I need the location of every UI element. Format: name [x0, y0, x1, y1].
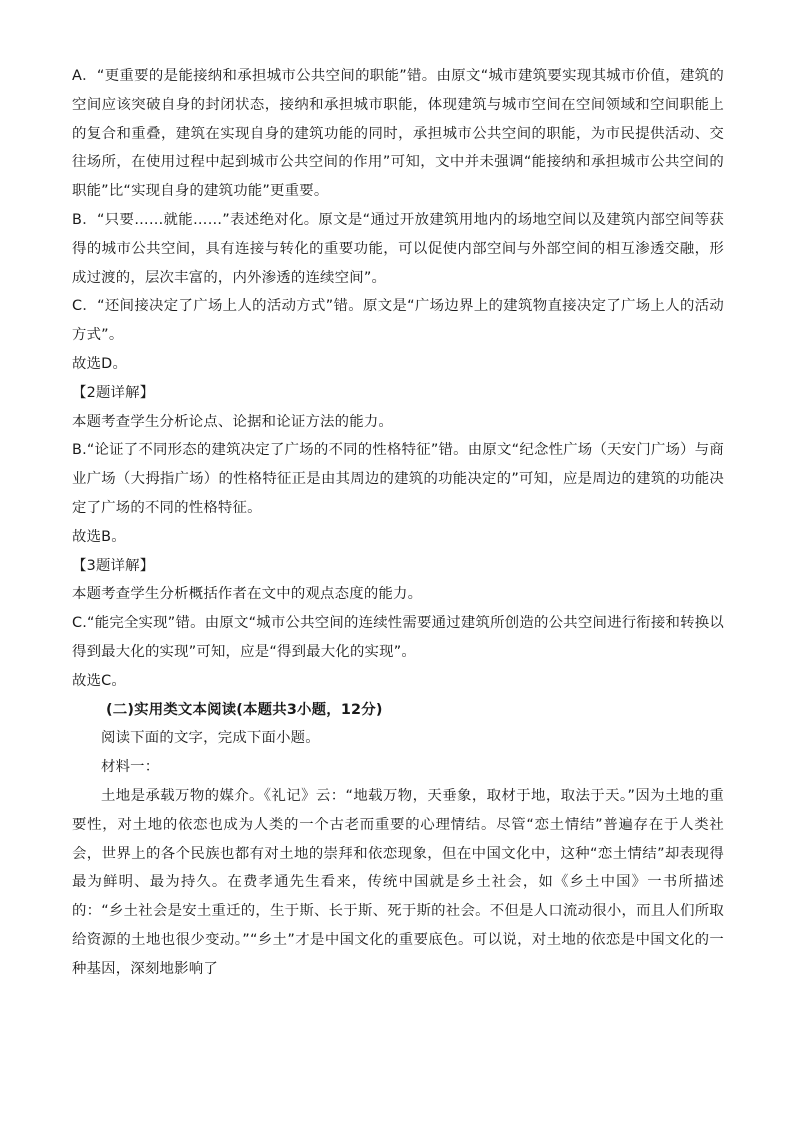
material-label: 材料一： [101, 759, 160, 776]
answer-b-explanation: B．“只要……就能……”表述绝对化。原文是“通过开放建筑用地内的场地空间以及建筑内部空间等获得的城市公共空间，具有连接与转化的重要功能，可以促使内部空间与外部空间的相互渗透交融，形成过渡的，层次丰富的，内外渗透的连续空间”。 [72, 211, 724, 286]
reading-instruction: 阅读下面的文字，完成下面小题。 [101, 730, 320, 747]
section-heading: (二)实用类文本阅读(本题共3小题，12分) [106, 701, 383, 718]
question-2-heading: 【2题详解】 [72, 384, 155, 401]
material-text: 土地是承载万物的媒介。《礼记》云：“地载万物，天垂象，取材于地，取法于天。”因为土地的重要性，对土地的依恋也成为人类的一个古老而重要的心理情结。尽管“恋土情结”普遍存在于人类社会，世界上的各个民族也都有对土地的崇拜和依恋现象，但在中国文化中，这种“恋土情结”却表现得最为鲜明、最为持久。在费孝通先生看来，传统中国就是乡土社会，如《乡土中国》一书所描述的：“乡土社会是安土重迁的，生于斯、长于斯、死于斯的社会。不但是人口流动很小，而且人们所取给资源的土地也很少变动。”“乡土”才是中国文化的重要底色。可以说，对土地的依恋是中国文化的一种基因，深刻地影响了 [72, 787, 724, 977]
answer-c-explanation: C．“还间接决定了广场上人的活动方式”错。原文是“广场边界上的建筑物直接决定了广场上人的活动方式”。 [72, 298, 724, 344]
answer-choice-1: 故选D。 [72, 355, 128, 372]
answer-choice-2: 故选B。 [72, 528, 126, 545]
question-3-explanation: C.“能完全实现”错。由原文“城市公共空间的连续性需要通过建筑所创造的公共空间进行衔接和转换以得到最大化的实现”可知，应是“得到最大化的实现”。 [72, 615, 724, 660]
question-3-heading: 【3题详解】 [72, 557, 155, 574]
question-3-focus: 本题考查学生分析概括作者在文中的观点态度的能力。 [72, 586, 423, 603]
question-2-explanation: B.“论证了不同形态的建筑决定了广场的不同的性格特征”错。由原文“纪念性广场（天安门广场）与商业广场（大拇指广场）的性格特征正是由其周边的建筑的功能决定的”可知，应是周边的建筑的功能决定了广场的不同的性格特征。 [72, 442, 724, 516]
question-2-focus: 本题考查学生分析论点、论据和论证方法的能力。 [72, 413, 393, 430]
document-page [72, 62, 724, 984]
answer-a-explanation: A．“更重要的是能接纳和承担城市公共空间的职能”错。由原文“城市建筑要实现其城市价值，建筑的空间应该突破自身的封闭状态，接纳和承担城市职能，体现建筑与城市空间在空间领域和空间职能上的复合和重叠，建筑在实现自身的建筑功能的同时，承担城市公共空间的职能，为市民提供活动、交往场所，在使用过程中起到城市公共空间的作用”可知，文中并未强调“能接纳和承担城市公共空间的职能”比“实现自身的建筑功能”更重要。 [72, 68, 724, 200]
answer-choice-3: 故选C。 [72, 672, 127, 689]
